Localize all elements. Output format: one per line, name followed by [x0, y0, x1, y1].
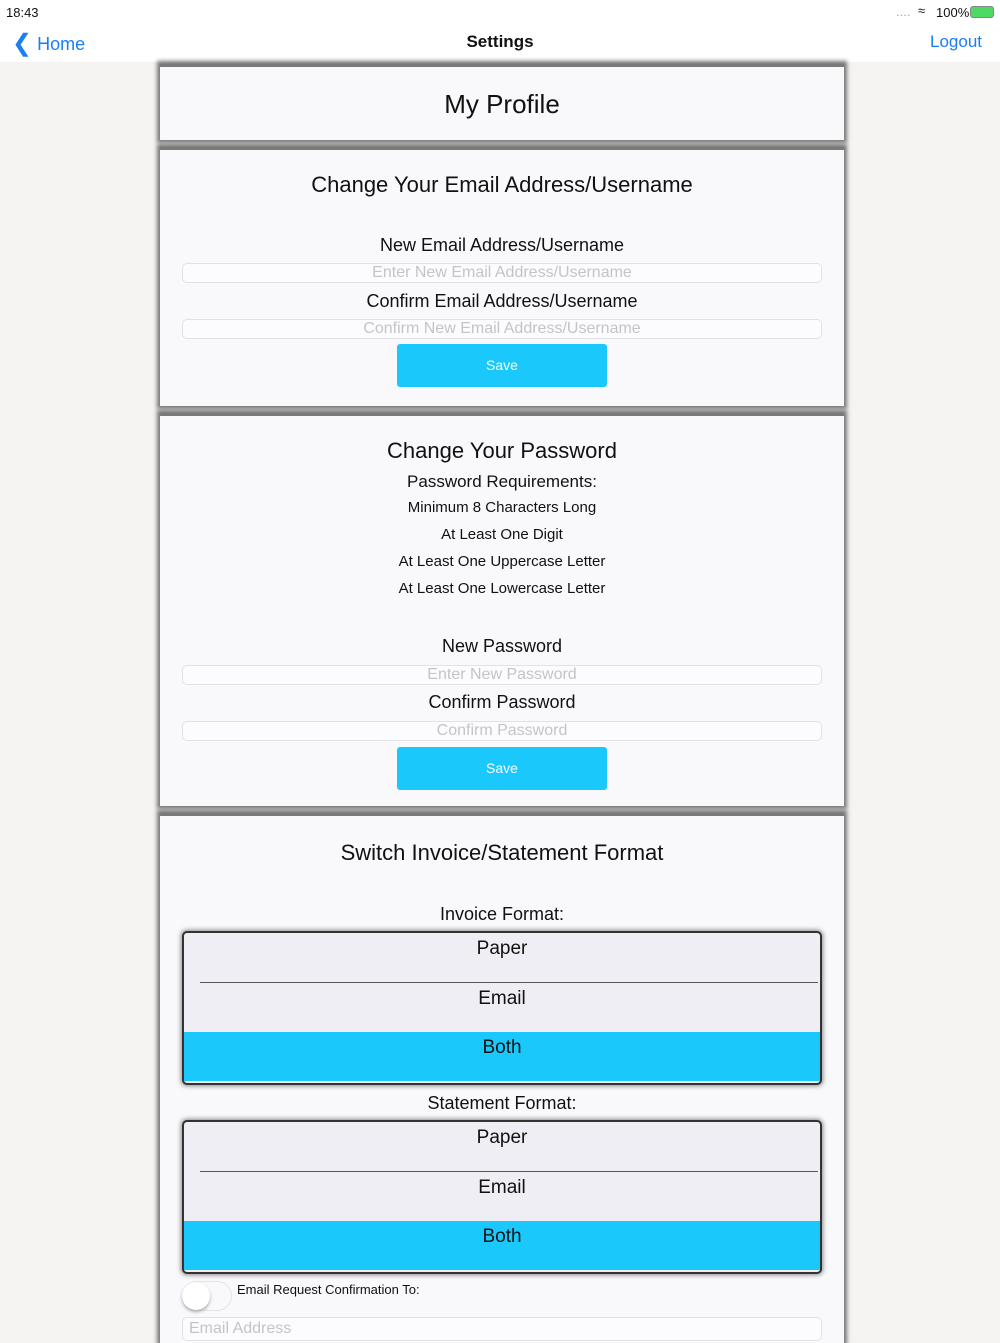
invoice-format-list[interactable] [182, 931, 822, 1085]
nav-bar [0, 24, 1000, 62]
save-password-button[interactable]: Save [397, 747, 607, 790]
profile-card [160, 64, 844, 140]
signal-icon: .... [896, 4, 911, 19]
password-card [160, 413, 844, 806]
chevron-left-icon: ❮ [12, 30, 33, 57]
requirement-item: At Least One Lowercase Letter [398, 580, 606, 597]
back-label: Home [37, 34, 86, 54]
invoice-format-label: Invoice Format: [439, 904, 565, 924]
status-bar [0, 0, 1000, 24]
statement-format-list[interactable] [182, 1120, 822, 1274]
statement-format-label: Statement Format: [427, 1093, 577, 1113]
format-card [160, 813, 844, 1343]
email-card [160, 147, 844, 406]
toggle-label: Email Request Confirmation To: [237, 1282, 420, 1297]
invoice-option-email[interactable]: Email [478, 988, 526, 1009]
requirement-item: Minimum 8 Characters Long [407, 499, 597, 516]
new-password-label: New Password [441, 636, 563, 656]
logout-button[interactable]: Logout [930, 32, 982, 51]
status-time: 18:43 [6, 5, 39, 20]
statement-option-paper[interactable]: Paper [476, 1127, 528, 1148]
statement-option-both[interactable]: Both [184, 1221, 820, 1270]
email-confirmation-toggle[interactable] [182, 1281, 232, 1311]
new-password-input[interactable]: Enter New Password [182, 665, 822, 685]
confirm-password-label: Confirm Password [428, 692, 576, 712]
new-email-input[interactable]: Enter New Email Address/Username [182, 263, 822, 283]
format-section-title: Switch Invoice/Statement Format [340, 840, 664, 865]
nav-title: Settings [466, 32, 534, 51]
statement-option-email[interactable]: Email [478, 1177, 526, 1198]
confirmation-email-input[interactable]: Email Address [182, 1317, 822, 1341]
save-email-button[interactable]: Save [397, 344, 607, 387]
confirm-email-input[interactable]: Confirm New Email Address/Username [182, 319, 822, 339]
battery-percent: 100% [936, 5, 970, 20]
invoice-option-both[interactable]: Both [184, 1032, 820, 1081]
wifi-icon: ≈ [918, 3, 926, 18]
email-section-title: Change Your Email Address/Username [311, 172, 693, 197]
requirement-item: At Least One Uppercase Letter [398, 553, 606, 570]
page-title: My Profile [444, 89, 560, 119]
invoice-option-paper[interactable]: Paper [476, 938, 528, 959]
password-section-title: Change Your Password [387, 438, 617, 463]
new-email-label: New Email Address/Username [379, 235, 625, 255]
requirement-item: At Least One Digit [441, 526, 563, 543]
confirm-email-label: Confirm Email Address/Username [366, 291, 638, 311]
toggle-knob [182, 1282, 210, 1310]
battery-icon [970, 6, 994, 18]
requirements-title: Password Requirements: [407, 472, 597, 491]
confirm-password-input[interactable]: Confirm Password [182, 721, 822, 741]
